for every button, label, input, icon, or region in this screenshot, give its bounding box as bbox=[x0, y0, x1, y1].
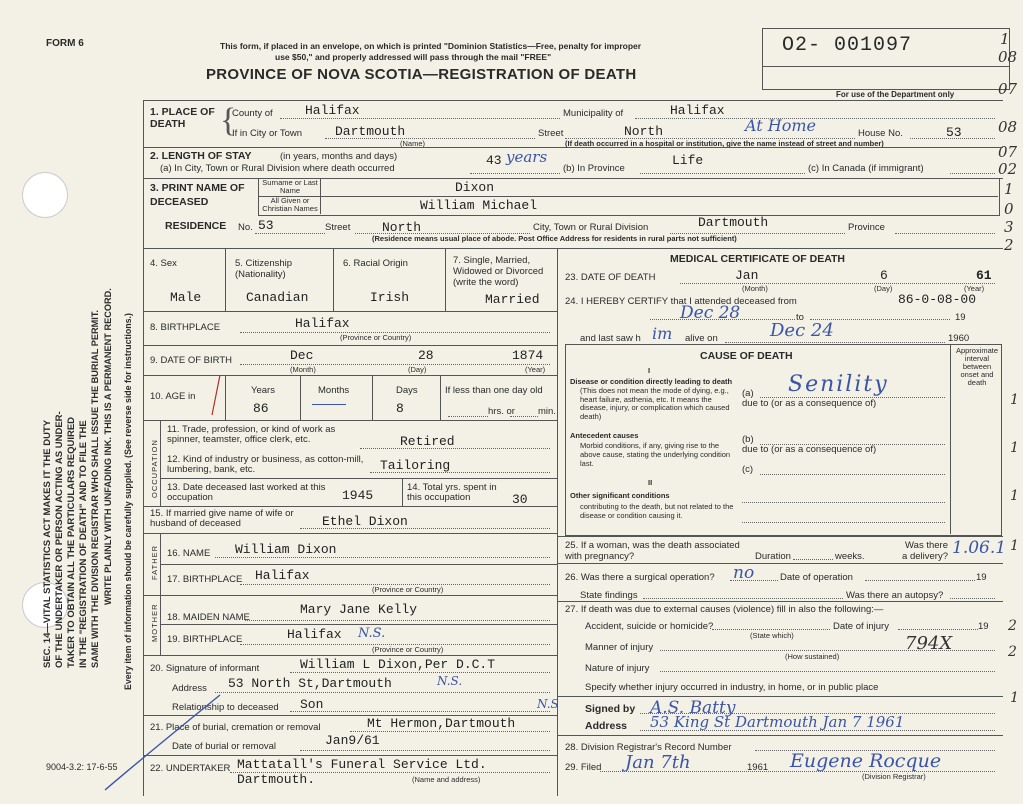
mother-birthplace: Halifax bbox=[287, 627, 342, 642]
surname-value: Dixon bbox=[455, 180, 495, 195]
birthplace-value: Halifax bbox=[295, 316, 350, 331]
pen-stroke-decoration bbox=[190, 370, 230, 420]
margin-mark: 1 bbox=[1010, 690, 1019, 706]
manner-code: 794X bbox=[905, 633, 953, 654]
margin-code: 0 bbox=[1004, 200, 1014, 218]
house-label: House No. bbox=[858, 128, 903, 139]
form-title: PROVINCE OF NOVA SCOTIA—REGISTRATION OF DEATH bbox=[206, 66, 637, 83]
pen-stroke-decoration bbox=[100, 690, 230, 800]
margin-code: 02 bbox=[998, 160, 1018, 178]
informant-address: 53 North St,Dartmouth bbox=[228, 676, 392, 691]
margin-mark: 2 bbox=[1008, 618, 1017, 634]
informant-address-note: N.S. bbox=[437, 674, 463, 688]
street-value: North bbox=[624, 124, 664, 139]
footer-code: 9004-3.2: 17-6-55 bbox=[46, 762, 118, 772]
filed-date: Jan 7th bbox=[625, 752, 691, 773]
print-name-label: 3. PRINT NAME OF DECEASED bbox=[150, 182, 245, 208]
racial-origin-value: Irish bbox=[370, 290, 410, 305]
house-value: 53 bbox=[946, 125, 962, 140]
margin-code: 1 bbox=[1000, 30, 1010, 48]
last-seen-year: 1960 bbox=[948, 333, 970, 344]
spouse-value: Ethel Dixon bbox=[322, 514, 408, 529]
registrar-signature: Eugene Rocque bbox=[790, 750, 942, 772]
residence-number: 53 bbox=[258, 218, 274, 233]
at-home-note: At Home bbox=[745, 116, 817, 135]
dept-use-label: For use of the Department only bbox=[836, 90, 955, 99]
municipality-label: Municipality of bbox=[563, 108, 624, 119]
length-of-stay-label: 2. LENGTH OF STAY bbox=[150, 150, 252, 162]
margin-code: 07 bbox=[998, 143, 1018, 161]
medical-heading: MEDICAL CERTIFICATE OF DEATH bbox=[670, 253, 845, 265]
city-value: Dartmouth bbox=[335, 124, 406, 139]
burial-place-note: N.S bbox=[537, 697, 559, 711]
city-label: If in City or Town bbox=[232, 128, 303, 139]
dob-day: 28 bbox=[418, 348, 434, 363]
margin-mark: 1 bbox=[1010, 538, 1019, 554]
margin-code: 1 bbox=[1004, 180, 1014, 198]
burial-place: Mt Hermon,Dartmouth bbox=[367, 716, 516, 731]
municipality-value: Halifax bbox=[670, 103, 725, 118]
side-instruction-5: SAME WITH THE DIVISION REGISTRAR WHO SHALL ISSUE THE BURIAL PERMIT. bbox=[90, 310, 100, 668]
stay-a-label: (a) In City, Town or Rural Division where death occurred bbox=[160, 163, 395, 174]
margin-code: 3 bbox=[1004, 218, 1014, 236]
margin-code: 08 bbox=[998, 118, 1018, 136]
binder-hole-top bbox=[22, 172, 68, 218]
place-note: (If death occurred in a hospital or institution, give the name instead of street and number) bbox=[565, 139, 884, 148]
attended-from: Dec 28 bbox=[680, 303, 741, 323]
residence-label: RESIDENCE bbox=[165, 220, 227, 232]
death-year: 61 bbox=[976, 268, 992, 283]
stay-a-value: 43 bbox=[486, 153, 502, 168]
age-months-dash bbox=[312, 404, 346, 405]
delivery-note: 1.06.1 bbox=[952, 538, 1007, 558]
residence-street: North bbox=[382, 220, 422, 235]
margin-mark: 1 bbox=[1010, 440, 1019, 456]
father-name: William Dixon bbox=[235, 542, 337, 557]
reference-code: 86-0-08-00 bbox=[898, 292, 977, 307]
side-instruction-3: TAKER TO OBTAIN ALL THE PARTICULARS REQUIRED bbox=[66, 416, 77, 668]
mother-maiden-name: Mary Jane Kelly bbox=[300, 602, 418, 617]
industry-value: Tailoring bbox=[380, 458, 451, 473]
undertaker-city: Dartmouth. bbox=[237, 772, 316, 787]
undertaker-name: Mattatall's Funeral Service Ltd. bbox=[237, 757, 487, 772]
margin-mark: 1 bbox=[1010, 488, 1019, 504]
occupation-side-label: OCCUPATION bbox=[150, 439, 159, 498]
burial-date: Jan9/61 bbox=[325, 733, 380, 748]
cause-a: Senility bbox=[788, 372, 889, 397]
informant-relationship: Son bbox=[300, 697, 324, 712]
street-label: Street bbox=[538, 128, 564, 139]
sex-value: Male bbox=[170, 290, 202, 305]
side-instruction-6: WRITE PLAINLY WITH UNFADING INK. THIS IS A PERMANENT RECORD. bbox=[103, 288, 113, 605]
last-worked-value: 1945 bbox=[342, 488, 374, 503]
last-seen-alive-date: Dec 24 bbox=[770, 320, 834, 341]
reg-number: O2- 001097 bbox=[782, 34, 913, 57]
age-years: 86 bbox=[253, 401, 269, 416]
mail-notice-1: This form, if placed in an envelope, on which is printed "Dominion Statistics—Free, penalty for improper bbox=[220, 41, 642, 51]
form-number: FORM 6 bbox=[46, 38, 84, 49]
mail-notice-2: use $50," and properly addressed will pass through the mail "FREE" bbox=[275, 52, 552, 62]
age-days: 8 bbox=[396, 401, 404, 416]
margin-code: 08 bbox=[998, 48, 1018, 66]
trade-value: Retired bbox=[400, 434, 455, 449]
county-value: Halifax bbox=[305, 103, 360, 118]
marital-status-value: Married bbox=[485, 292, 540, 307]
residence-city: Dartmouth bbox=[698, 215, 769, 230]
side-instruction-2: OF THE UNDERTAKER OR PERSON ACTING AS UNDER- bbox=[54, 411, 65, 668]
stay-b-label: (b) In Province bbox=[563, 163, 625, 174]
filed-year: 1961 bbox=[747, 762, 769, 773]
given-name-value: William Michael bbox=[420, 198, 538, 213]
father-birthplace: Halifax bbox=[255, 568, 310, 583]
death-month: Jan bbox=[735, 268, 759, 283]
place-of-death-label: 1. PLACE OF DEATH bbox=[150, 106, 215, 130]
stay-b-value: Life bbox=[672, 153, 704, 168]
mother-side-label: MOTHER bbox=[150, 603, 159, 642]
margin-mark: 2 bbox=[1008, 644, 1017, 660]
margin-code: 2 bbox=[1004, 236, 1014, 254]
dob-year: 1874 bbox=[512, 348, 544, 363]
stay-a-unit: years bbox=[506, 148, 548, 166]
side-instruction-7: Every item of information should be carefully supplied. (See reverse side for instructions.) bbox=[123, 313, 133, 690]
margin-mark: 1 bbox=[1010, 392, 1019, 408]
residence-note: (Residence means usual place of abode. Post Office Address for residents in rural parts not sufficient) bbox=[372, 234, 737, 243]
side-instruction-1: SEC. 14—VITAL STATISTICS ACT MAKES IT THE DUTY bbox=[42, 419, 53, 668]
father-side-label: FATHER bbox=[150, 544, 159, 580]
county-label: County of bbox=[232, 108, 273, 119]
dob-month: Dec bbox=[290, 348, 314, 363]
certifier-signature: A.S. Batty bbox=[650, 698, 736, 718]
death-day: 6 bbox=[880, 268, 888, 283]
margin-code: 07 bbox=[998, 80, 1018, 98]
operation-answer: no bbox=[733, 563, 755, 583]
mother-birthplace-note: N.S. bbox=[358, 626, 386, 641]
informant-signature: William L Dixon,Per D.C.T bbox=[300, 657, 496, 672]
cause-heading: CAUSE OF DEATH bbox=[700, 350, 793, 362]
death-registration-form: FORM 6 This form, if placed in an envelope, on which is printed "Dominion Statistics—Free, penalty for improper use $50," and properly addressed will pass through the mail "FREE" PROVINCE OF NOVA SCOTIA—REGISTRATION OF DEATH O2- 001097 For use of the Department only SEC. 14—VITAL STATISTICS ACT MAKES IT THE DUTY OF THE UNDERTAKER OR PERSON ACTING AS UNDER- TAKER TO OBTAIN ALL THE PARTICULARS REQUIRED IN THE "REGISTRATION OF DEATH" AND TO FILE THE SAME WITH THE DIVISION REGISTRAR WHO SHALL ISSUE THE BURIAL PERMIT. WRITE PLAINLY WITH UNFADING INK. THIS IS A PERMANENT RECORD. Every item of information should be carefully supplied. (See reverse side for instructions.) 1 08 07 08 07 02 1 0 3 2 1. PLACE OF DEATH { County of Halifax Municipality of Halifax If in City or Town Dartmouth (Name) Street North At Home House No. 53 (If death occurred in a hospital or institution, give the name instead of street and number) 2. LENGTH OF STAY (in years, months and days) (a) In City, Town or Rural Division where death occurred 43 years (b) In Province Life (c) In Canada (if immigrant) 3. PRINT NAME OF DECEASED Surname or Last Name All Given or Christian Names Dixon William Michael RESIDENCE No. 53 Street North City, Town or Rural Division Dartmouth Province (Residence means usual place of abode. Post Office Address for residents in rural parts not sufficient) 4. Sex 5. Citizenship (Nationality) 6. Racial Origin 7. Single, Married, Widowed or Divorced (write the word) Male Canadian Irish Married 8. BIRTHPLACE Halifax (Province or Country) 9. DATE OF BIRTH Dec 28 1874 (Month) (Day) (Year) 10. AGE in Years Months Days If less than one day old 86 8 hrs. or min. OCCUPATION 11. Trade, profession, or kind of work as spinner, teamster, office clerk, etc. Retired 12. Kind of industry or business, as cotton-mill, lumbering, bank, etc. Tailoring 13. Date deceased last worked at this occupation 1945 14. Total yrs. spent in this occupation 30 15. If married give name of wife or husband of deceased Ethel Dixon FATHER 16. NAME William Dixon 17. BIRTHPLACE Halifax (Province or Country) MOTHER 18. MAIDEN NAME Mary Jane Kelly 19. BIRTHPLACE Halifax N.S. (Province or Country) 20. Signature of informant William L Dixon,Per D.C.T Address 53 North St,Dartmouth N.S. Relationship to deceased Son 21. Place of burial, cremation or removal Mt Hermon,Dartmouth N.S Date of burial or removal Jan9/61 22. UNDERTAKER Mattatall's Funeral Service Ltd. Dartmouth. (Name and address) 9004-3.2: 17-6-55 MEDICAL CERTIFICATE OF DEATH 23. DATE OF DEATH Jan 6 61 (Month) (Day) (Year) 24. I HEREBY CERTIFY that I attended deceased from 86-0-08-00 Dec 28 to 19 and last saw h im alive on Dec 24 1960 CAUSE OF DEATH Approximate interval between onset and death I Disease or condition directly leading to death (This does not mean the mode of dying, e.g., heart failure, asthenia, etc. It means the disease, injury, or complication which caused death) (a) Senility due to (or as a consequence of) Antecedent causes Morbid conditions, if any, giving rise to the above cause, stating the underlying condition last. (b) due to (or as a consequence of) (c) II Other significant conditions contributing to the death, but not related to the disease or condition causing it. 25. If a woman, was the death associated with pregnancy? Duration weeks. Was there a delivery? 1.06.1 26. Was there a surgical operation? no Date of operation 19 State findings Was there an autopsy? 27. If death was due to external causes (violence) fill in also the following:— Accident, suicide or homicide? (State which) Date of injury 19 Manner of injury 794X (How sustained) Nature of injury Specify whether injury occurred in industry, in home, or in public place Signed by A.S. Batty Address 53 King St Dartmouth Jan 7 1961 28. Division Registrar's Record Number 29. Filed Jan 7th 1961 Eugene Rocque (Division Registrar) 1 1 1 1 2 2 1 bbox=[0, 0, 1023, 804]
citizenship-value: Canadian bbox=[246, 290, 309, 305]
stay-c-label: (c) In Canada (if immigrant) bbox=[808, 163, 924, 174]
certifier-address: 53 King St Dartmouth Jan 7 1961 bbox=[650, 713, 905, 731]
side-instruction-4: IN THE "REGISTRATION OF DEATH" AND TO FILE THE bbox=[78, 420, 89, 668]
total-years-value: 30 bbox=[512, 492, 528, 507]
